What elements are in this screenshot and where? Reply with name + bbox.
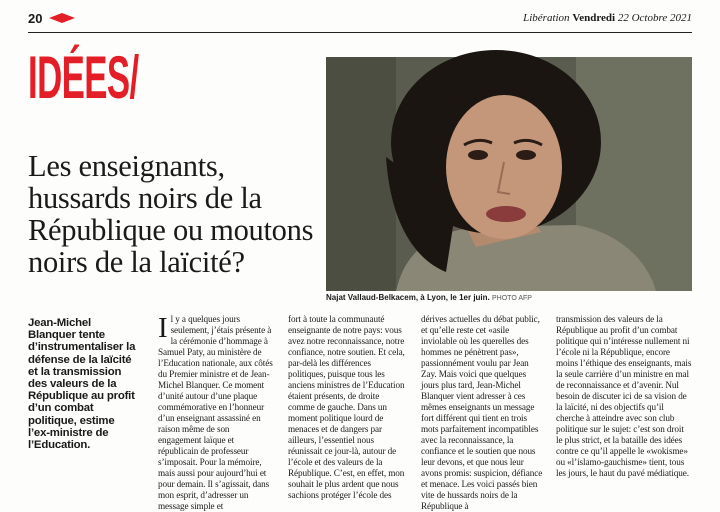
column-text-1: l y a quelques jours seulement, j’étais présente à la cérémonie d’hommage à Samuel Paty, au ministère de l’Education nationale, aux côtés du Premier ministre et de Jean-Michel Blanquer. Ce moment d’unité autour d’une plaque commémorative en l’honneur d’un enseignant assassiné en raison même de son engagement laïque et républicain de professeur s’imposait. Pour la mémoire, mais aussi pour aujourd’hui et pour demain. Il s’agissait, dans mon esprit, d’adresser un message simple et (158, 314, 273, 511)
article-column-4 (556, 314, 692, 481)
masthead (523, 12, 692, 24)
photo-credit: PHOTO AFP (492, 295, 532, 302)
header-rule (28, 32, 692, 33)
date-rest: 22 Octobre 2021 (617, 12, 692, 24)
portrait-photo (326, 57, 692, 291)
portrait-illustration (326, 57, 692, 291)
standfirst: Jean-Michel Blanquer tente d’instrumentaliser la défense de la laïcité et la transmission des valeurs de la République au profit d’un combat politique, estime l’ex-ministre de l’Education. (28, 317, 136, 452)
article-column-3 (421, 314, 545, 511)
page-number: 20 (28, 11, 43, 26)
diamond-arrow-icon (49, 13, 75, 23)
section-title: IDÉES/ (28, 44, 139, 111)
date-day: Vendredi (572, 12, 616, 24)
headline: Les enseignants, hussards noirs de la République ou moutons noirs de la laïcité? (28, 149, 314, 279)
column-text-2: fort à toute la communauté enseignante de notre pays: vous avez notre reconnaissance, notre confiance, notre soutien. Et cela, par-delà les différences politiques, puisque tous les anciens ministres de l’Education étaient présents, de droite comme de gauche. Dans un moment politique lourd de menaces et de dangers par ailleurs, l’essentiel nous réunissait ce jour-là, autour de l’école et des valeurs de la République. C’est, en effet, mon souhait le plus ardent que nous sachions protéger l’école des (288, 314, 405, 500)
newspaper-name: Libération (523, 12, 570, 24)
drop-cap: I (158, 312, 168, 344)
column-text-4: transmission des valeurs de la République au profit d’un combat politique qui n’intéresse nullement ni l’école ni la République, encore moins l’éthique des enseignants, mais la seule carrière d’un ministre en mal de reconnaissance et d’avenir. Nul besoin de discuter ici de sa vision de la laïcité, ni des objectifs qu’il cherche à atteindre avec son club politique sur le sujet: c’est son droit le plus strict, et la bataille des idées contre ce qu’il appelle le «wokisme» ou «l’islamo-gauchisme» tient, tous les jours, le haut du pavé médiatique. (556, 314, 692, 478)
photo-caption (326, 293, 692, 302)
article-column-2 (288, 314, 406, 500)
caption-text: Najat Vallaud-Belkacem, à Lyon, le 1er juin. (326, 293, 490, 302)
article-column-1 (158, 312, 274, 511)
column-text-3: dérives actuelles du débat public, et qu’elle reste cet «asile inviolable où les querelles des hommes ne pénètrent pas», passionnément voulu par Jean Zay. Mais voici que quelques jours plus tard, Jean-Michel Blanquer vient adresser à ces mêmes enseignants un message fort différent qui tient en trois mots parfaitement incompatibles avec la reconnaissance, la confiance et le soutien que nous leur devons, et que nous leur avons promis: suspicion, défiance et menace. Les voici passés bien vite de hussards noirs de la République à (421, 314, 543, 511)
